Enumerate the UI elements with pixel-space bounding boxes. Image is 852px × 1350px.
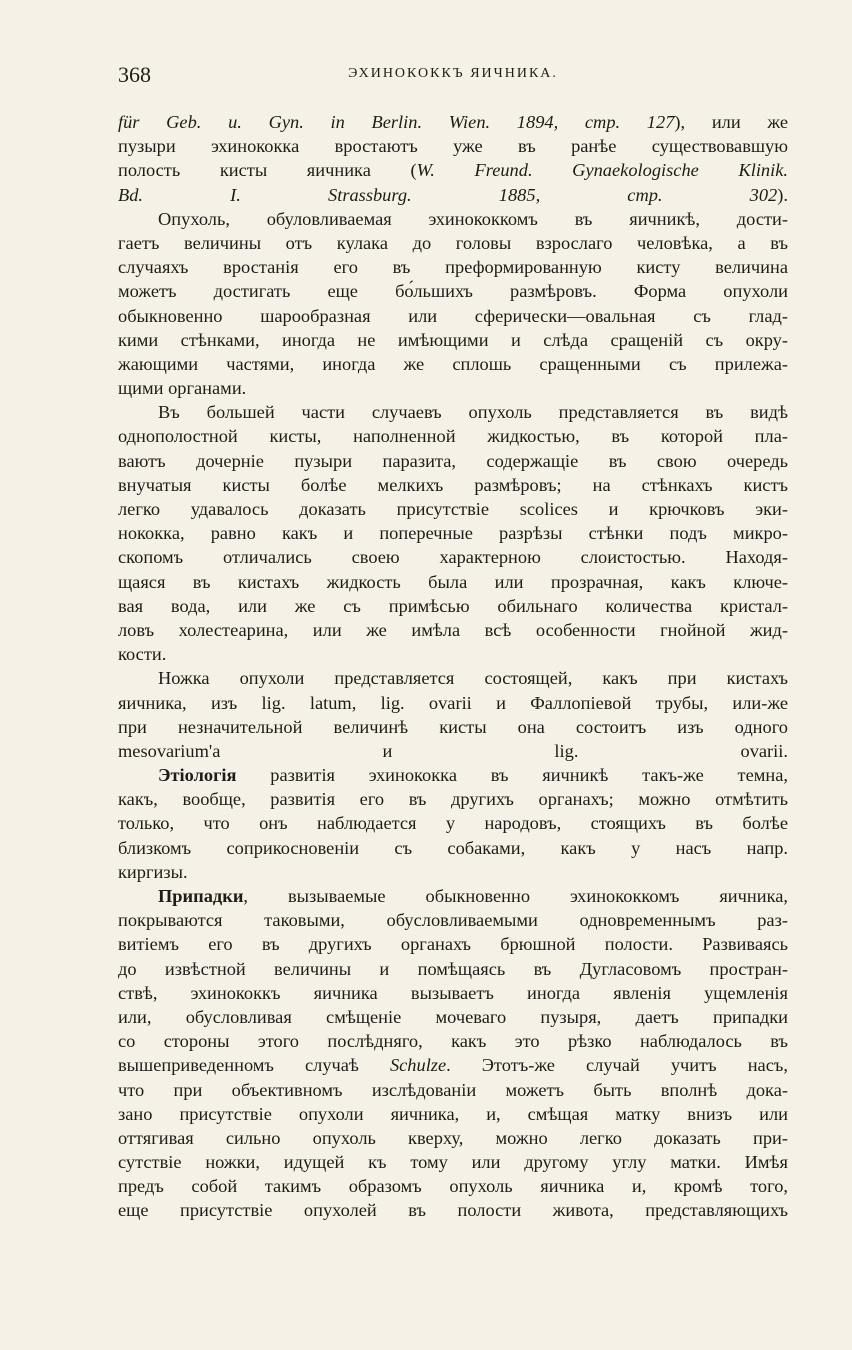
page-number: 368: [118, 62, 151, 87]
text-run: сутствіе ножки, идущей къ тому или другому углу матки. Имѣя: [118, 1152, 788, 1173]
text-line: [118, 521, 788, 545]
text-line: [118, 1102, 788, 1126]
text-run: . Этотъ-же случай учитъ насъ,: [446, 1055, 788, 1076]
running-title: ЭХИНОКОККЪ ЯИЧНИКА.: [348, 66, 558, 81]
paragraph: [118, 110, 788, 207]
text-line: [118, 715, 788, 739]
text-run: близкомъ соприкосновеніи съ собаками, какъ у насъ напр.: [118, 837, 788, 858]
text-line: [118, 1078, 788, 1102]
text-run: жающими частями, иногда же сплошь сращенными съ прилежа-: [118, 353, 788, 374]
text-line: [118, 279, 788, 303]
text-run: гаетъ величины отъ кулака до головы взрослаго человѣка, а въ: [118, 232, 788, 253]
text-run: , вызываемые обыкновенно эхинококкомъ яичника,: [243, 886, 788, 906]
text-line: [118, 449, 788, 473]
text-run: оттягивая сильно опухоль кверху, можно легко доказать при-: [118, 1127, 788, 1148]
text-line: [118, 424, 788, 448]
text-line: [118, 231, 788, 255]
text-run: щими органами.: [118, 378, 247, 399]
text-run: или, обусловливая смѣщеніе мочеваго пузыря, даетъ припадки: [118, 1006, 788, 1027]
text-run: что при объективномъ изслѣдованіи можетъ быть вполнѣ дока-: [118, 1079, 788, 1100]
paragraph: [118, 763, 788, 884]
text-line: [118, 183, 788, 207]
body-text: [118, 110, 788, 1223]
bold-term: Припадки: [158, 886, 244, 906]
paragraph: [118, 884, 788, 1223]
text-run: какъ, вообще, развитія его въ другихъ органахъ; можно отмѣтить: [118, 789, 788, 810]
page-header: [118, 62, 788, 90]
text-line: [118, 545, 788, 569]
text-run: можетъ достигать еще бо́льшихъ размѣровъ. Форма опухоли: [118, 281, 788, 302]
text-run: вая вода, или же съ примѣсью обильнаго количества кристал-: [118, 595, 788, 616]
text-run: зано присутствіе опухоли яичника, и, смѣщая матку внизъ или: [118, 1103, 788, 1124]
text-line: [118, 1126, 788, 1150]
text-line: [118, 207, 788, 231]
text-run: развитія эхинококка въ яичникѣ такъ-же темна,: [236, 765, 788, 786]
text-run: до извѣстной величины и помѣщаясь въ Дугласовомъ простран-: [118, 958, 788, 979]
text-run: скопомъ отличались своею характерною слоистостью. Находя-: [118, 547, 788, 568]
text-run: внучатыя кисты болѣе мелкихъ размѣровъ; на стѣнкахъ кистъ: [118, 474, 788, 495]
text-line: [118, 787, 788, 811]
text-line: [118, 691, 788, 715]
text-line: [118, 400, 788, 424]
text-line: [118, 981, 788, 1005]
text-line: [118, 158, 788, 182]
text-run: киргизы.: [118, 861, 188, 882]
text-run: со стороны этого послѣдняго, какъ это рѣзко наблюдалось въ: [118, 1031, 788, 1052]
text-line: [118, 497, 788, 521]
text-line: [118, 473, 788, 497]
text-line: [118, 932, 788, 956]
text-line: [118, 884, 788, 908]
text-run: ствѣ, эхинококкъ яичника вызываетъ иногда явленія ущемленія: [118, 982, 788, 1003]
text-run: вышеприведенномъ случаѣ: [118, 1055, 390, 1076]
text-run: Ножка опухоли представляется состоящей, какъ при кистахъ: [158, 668, 788, 689]
text-line: [118, 1005, 788, 1029]
italic-citation: W. Freund. Gynaekologische Klinik.: [416, 160, 788, 181]
text-run: пузыри эхинококка вростаютъ уже въ ранѣе существовавшую: [118, 136, 788, 157]
text-run: предъ собой такимъ образомъ опухоль яичника и, кромѣ того,: [118, 1176, 788, 1197]
text-run: при незначительной величинѣ кисты она состоитъ изъ одного: [118, 716, 788, 737]
text-line: [118, 1053, 788, 1077]
text-run: ), или же: [674, 112, 788, 132]
text-run: Въ большей части случаевъ опухоль представляется въ видѣ: [158, 402, 788, 423]
text-line: [118, 328, 788, 352]
text-run: mesovarium'а и lig. ovarii.: [118, 740, 788, 761]
bold-term: Этіологія: [158, 765, 237, 786]
text-run: обыкновенно шарообразная или сферически—овальная съ глад-: [118, 305, 788, 326]
italic-citation: Schulze: [389, 1055, 447, 1076]
text-run: кими стѣнками, иногда не имѣющими и слѣда сращеній съ окру-: [118, 329, 788, 350]
text-run: полость кисты яичника (: [118, 160, 417, 181]
text-line: [118, 908, 788, 932]
text-line: [118, 1198, 788, 1222]
italic-citation: Bd. I. Strassburg. 1885, стр. 302: [118, 184, 778, 205]
text-line: [118, 642, 788, 666]
text-run: нококка, равно какъ и поперечные разрѣзы стѣнки подъ микро-: [118, 523, 788, 544]
text-run: легко удавалось доказать присутствіе scolices и крючковъ эки-: [118, 499, 788, 519]
text-line: [118, 811, 788, 835]
text-line: [118, 1174, 788, 1198]
text-run: витіемъ его въ другихъ органахъ брюшной полости. Развиваясь: [118, 934, 788, 955]
text-line: [118, 957, 788, 981]
paragraph: [118, 207, 788, 401]
text-line: [118, 618, 788, 642]
text-line: [118, 376, 788, 400]
italic-citation: für Geb. u. Gyn. in Berlin. Wien. 1894, стр. 127: [118, 112, 675, 132]
text-line: [118, 1150, 788, 1174]
text-line: [118, 255, 788, 279]
text-line: [118, 352, 788, 376]
paragraph: [118, 666, 788, 763]
text-run: кости.: [118, 644, 167, 665]
text-line: [118, 666, 788, 690]
text-line: [118, 134, 788, 158]
text-line: [118, 860, 788, 884]
text-line: [118, 836, 788, 860]
text-run: щаяся въ кистахъ жидкость была или прозрачная, какъ ключе-: [118, 571, 788, 592]
text-line: [118, 594, 788, 618]
text-run: ваютъ дочерніе пузыри паразита, содержащіе въ свою очередь: [118, 450, 788, 471]
text-run: однополостной кисты, наполненной жидкостью, въ которой пла-: [118, 426, 788, 447]
text-run: покрываются таковыми, обусловливаемыми одновременнымъ раз-: [118, 910, 788, 931]
text-run: случаяхъ вростанія его въ преформированную кисту величина: [118, 257, 788, 278]
text-line: [118, 304, 788, 328]
text-line: [118, 1029, 788, 1053]
text-run: ).: [777, 184, 788, 205]
text-run: только, что онъ наблюдается у народовъ, стоящихъ въ болѣе: [118, 813, 788, 834]
text-run: яичника, изъ lig. latum, lig. ovarii и Фаллопіевой трубы, или-же: [118, 692, 788, 713]
text-line: [118, 110, 788, 134]
text-run: ловъ холестеарина, или же имѣла всѣ особенности гнойной жид-: [118, 619, 788, 640]
text-line: [118, 570, 788, 594]
text-line: [118, 739, 788, 763]
text-run: еще присутствіе опухолей въ полости живота, представляющихъ: [118, 1200, 788, 1221]
paragraph: [118, 400, 788, 666]
text-run: Опухоль, обуловливаемая эхинококкомъ въ яичникѣ, дости-: [158, 208, 788, 229]
text-line: [118, 763, 788, 787]
